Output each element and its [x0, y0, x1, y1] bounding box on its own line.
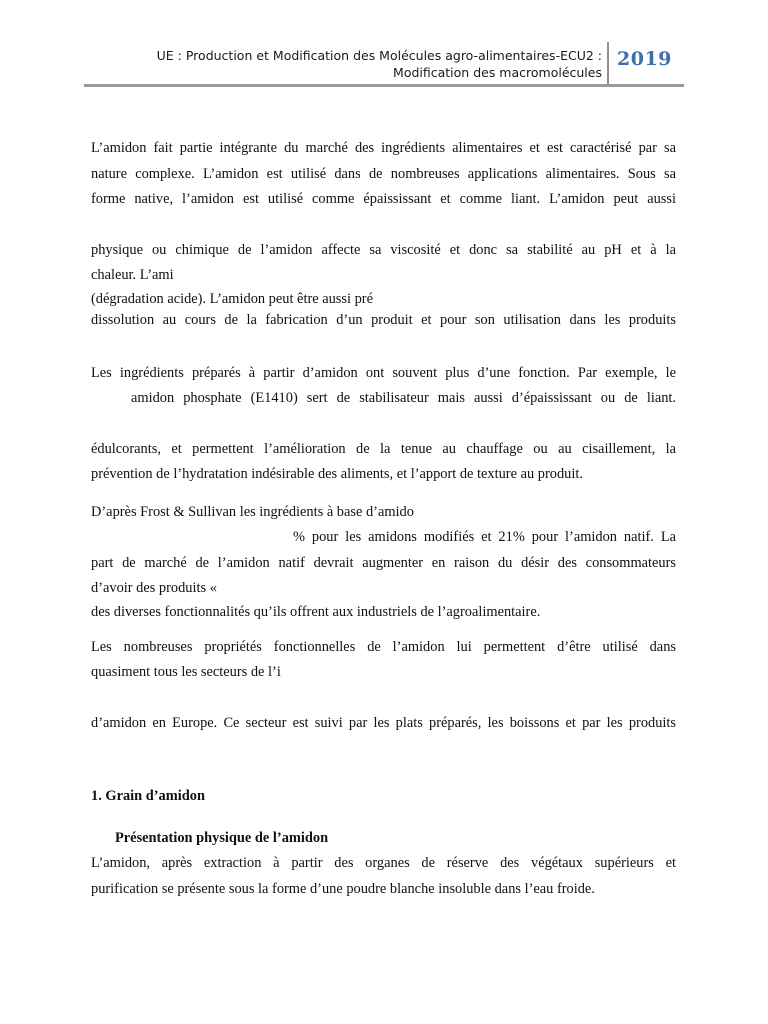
header-course-subtitle: Modification des macromolécules — [393, 65, 602, 80]
text-line: L’amidon fait partie intégrante du marché des ingrédients alimentaires et est caractérisé par sa — [91, 140, 676, 156]
text-line: dissolution au cours de la fabrication d’un produit et pour son utilisation dans les produits — [91, 311, 676, 328]
text-line: D’après Frost & Sullivan les ingrédients à base d’amido — [91, 503, 414, 520]
text-line: quasiment tous les secteurs de l’i — [91, 664, 281, 680]
text-line: forme native, l’amidon est utilisé comme épaississant et comme liant. L’amidon peut aussi — [91, 191, 676, 207]
text-line: % pour les amidons modifiés et 21% pour l’amidon natif. La — [293, 529, 676, 545]
text-line: prévention de l’hydratation indésirable des aliments, et l’apport de texture au produit. — [91, 466, 583, 482]
header-divider — [607, 42, 609, 84]
text-line: part de marché de l’amidon natif devrait augmenter en raison du désir des consommateurs — [91, 554, 676, 571]
subsection-heading: Présentation physique de l’amidon — [115, 829, 329, 846]
text-line: Les ingrédients préparés à partir d’amidon ont souvent plus d’une fonction. Par exemple, le — [91, 364, 676, 381]
running-header — [157, 47, 602, 81]
text-line: Les nombreuses propriétés fonctionnelles de l’amidon lui permettent d’être utilisé dans — [91, 638, 676, 655]
text-line: édulcorants, et permettent l’amélioration de la tenue au chauffage ou au cisaillement, la — [91, 440, 676, 457]
text-line: d’avoir des produits « — [91, 580, 217, 596]
text-line: (dégradation acide). L’amidon peut être aussi pré — [91, 290, 373, 307]
header-year: 2019 — [617, 48, 672, 70]
text-line: amidon phosphate (E1410) sert de stabilisateur mais aussi d’épaississant ou de liant. — [131, 390, 676, 406]
text-line: chaleur. L’ami — [91, 267, 174, 283]
text-line: d’amidon en Europe. Ce secteur est suivi par les plats préparés, les boissons et par les produits — [91, 714, 676, 731]
header-rule — [84, 84, 684, 87]
text-line: physique ou chimique de l’amidon affecte sa viscosité et donc sa stabilité au pH et à la — [91, 241, 676, 258]
text-line: L’amidon, après extraction à partir des organes de réserve des végétaux supérieurs et — [91, 855, 676, 871]
text-line: nature complexe. L’amidon est utilisé dans de nombreuses applications alimentaires. Sous sa — [91, 165, 676, 182]
text-line: purification se présente sous la forme d’une poudre blanche insoluble dans l’eau froide. — [91, 880, 595, 897]
header-course-title: UE : Production et Modification des Molécules agro-alimentaires-ECU2 : — [156, 48, 602, 63]
text-line: des diverses fonctionnalités qu’ils offrent aux industriels de l’agroalimentaire. — [91, 603, 541, 620]
document-body — [91, 136, 676, 902]
section-heading: 1. Grain d’amidon — [91, 788, 205, 804]
